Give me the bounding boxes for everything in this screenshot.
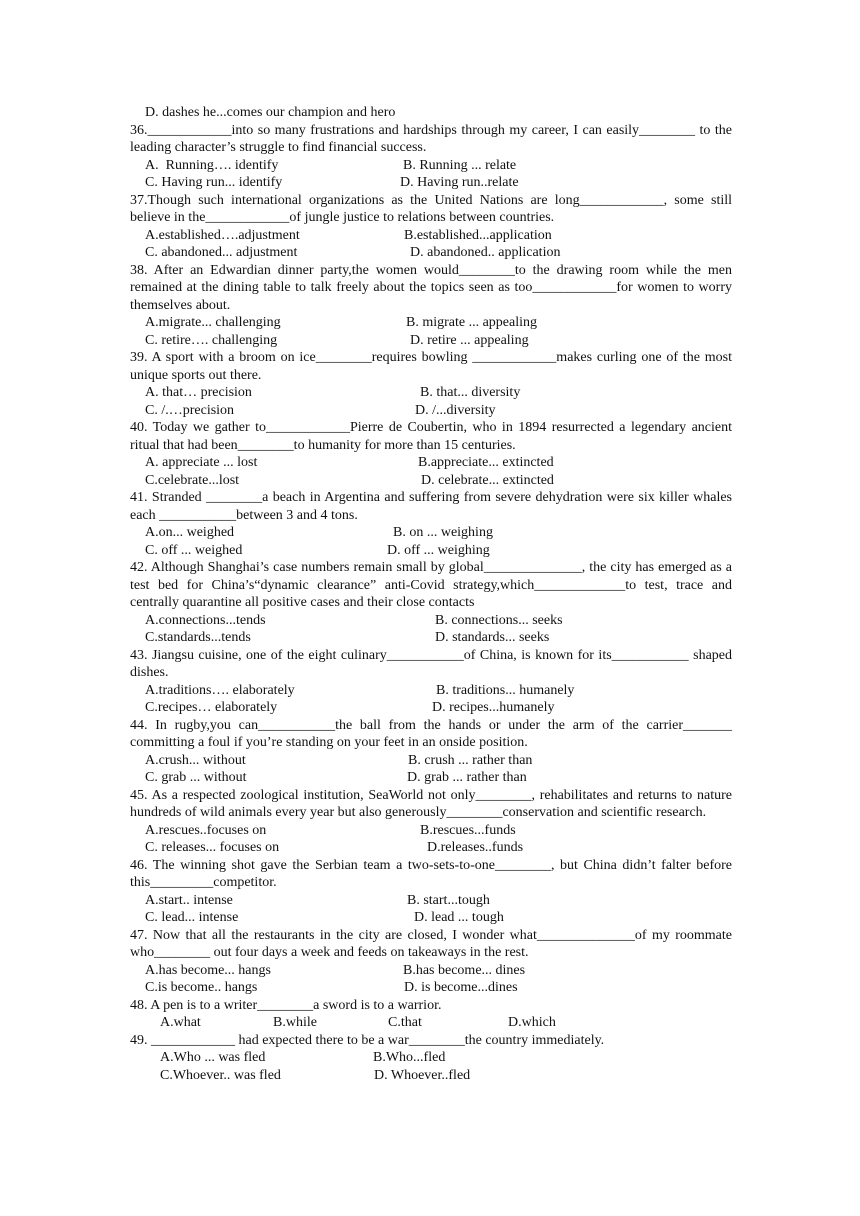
question-41 bbox=[130, 489, 732, 559]
option-a: A. appreciate ... lost bbox=[145, 455, 258, 470]
option-a: A.connections...tends bbox=[145, 612, 266, 628]
option-d: D. lead ... tough bbox=[414, 910, 504, 925]
option-d: D. Having run..relate bbox=[400, 175, 519, 190]
option-b: B. on ... weighing bbox=[393, 525, 493, 540]
option-c: C.celebrate...lost bbox=[145, 472, 240, 488]
question-49 bbox=[130, 1032, 732, 1085]
option-row bbox=[130, 384, 732, 402]
option-c: C.is become.. hangs bbox=[145, 980, 258, 995]
option-a: A.has become... hangs bbox=[145, 962, 271, 978]
question-36 bbox=[130, 122, 732, 192]
question-text: 38. After an Edwardian dinner party,the women would________to the drawing room while the men remained at the dining table to talk freely about the topics seen as too____________for women to worry themselves about. bbox=[130, 262, 732, 313]
option-row bbox=[130, 1049, 732, 1067]
option-c: C.that bbox=[388, 1015, 422, 1030]
question-text: 39. A sport with a broom on ice________requires bowling ____________makes curling one of the most unique sports out there. bbox=[130, 350, 732, 383]
option-row bbox=[130, 1014, 732, 1032]
option-row bbox=[130, 612, 732, 630]
option: D. dashes he...comes our champion and hero bbox=[145, 105, 396, 120]
option-d: D. abandoned.. application bbox=[410, 245, 561, 260]
option-row bbox=[130, 314, 732, 332]
option-b: B. traditions... humanely bbox=[436, 682, 575, 698]
option-d: D. off ... weighing bbox=[387, 542, 490, 558]
option-c: C. Having run... identify bbox=[145, 175, 283, 190]
question-text: 46. The winning shot gave the Serbian team a two-sets-to-one________, but China didn’t falter before this_________competitor. bbox=[130, 857, 732, 890]
option-b: B.while bbox=[273, 1015, 317, 1030]
option-a: A.on... weighed bbox=[145, 525, 235, 540]
question-text: 49. ____________ had expected there to be a war________the country immediately. bbox=[130, 1032, 605, 1048]
option-d: D. /...diversity bbox=[415, 402, 496, 418]
option-a: A.migrate... challenging bbox=[145, 315, 281, 330]
question-text: 45. As a respected zoological institution, SeaWorld not only________, rehabilitates and returns to nature hundreds of wild animals every year but also generously________conservation and scientific research. bbox=[130, 787, 732, 820]
option-row bbox=[130, 174, 732, 192]
option-a: A.start.. intense bbox=[145, 892, 233, 908]
question-39 bbox=[130, 349, 732, 419]
question-text: 37.Though such international organizations as the United Nations are long____________, some still believe in the____________of jungle justice to relations between countries. bbox=[130, 192, 732, 225]
option-d: D. Whoever..fled bbox=[374, 1067, 471, 1083]
option-d: D. celebrate... extincted bbox=[421, 472, 554, 488]
option-a: A.what bbox=[160, 1015, 201, 1030]
question-43 bbox=[130, 647, 732, 717]
question-42 bbox=[130, 559, 732, 647]
question-text: 48. A pen is to a writer________a sword is to a warrior. bbox=[130, 997, 442, 1013]
option-c: C. grab ... without bbox=[145, 770, 247, 785]
option-b: B.rescues...funds bbox=[420, 822, 516, 838]
option-d: D. is become...dines bbox=[404, 980, 518, 995]
option-row bbox=[130, 822, 732, 840]
option-row bbox=[130, 542, 732, 560]
option-row bbox=[130, 244, 732, 262]
option-row bbox=[130, 524, 732, 542]
question-text: 42. Although Shanghai’s case numbers remain small by global______________, the city has emerged as a test bed for China’s“dynamic clearance” anti-Covid strategy,which_____________to test, trace and centrally quarantine all positive cases and their close contacts bbox=[130, 560, 732, 610]
option-c: C. /.…precision bbox=[145, 402, 235, 418]
option-row bbox=[130, 699, 732, 717]
option-row bbox=[130, 839, 732, 857]
option-d: D. standards... seeks bbox=[435, 630, 550, 645]
lead-option-row bbox=[130, 104, 732, 122]
option-row bbox=[130, 629, 732, 647]
option-a: A. that… precision bbox=[145, 385, 252, 400]
question-37 bbox=[130, 192, 732, 262]
option-d: D. retire ... appealing bbox=[410, 332, 529, 348]
option-b: B. Running ... relate bbox=[403, 157, 517, 173]
option-d: D.releases..funds bbox=[427, 840, 524, 855]
question-38 bbox=[130, 262, 732, 350]
option-a: A.traditions…. elaborately bbox=[145, 682, 295, 698]
option-c: C. lead... intense bbox=[145, 910, 239, 925]
option-d: D. grab ... rather than bbox=[407, 770, 527, 785]
option-row bbox=[130, 472, 732, 490]
option-row bbox=[130, 1067, 732, 1085]
option-row bbox=[130, 332, 732, 350]
option-c: C. retire…. challenging bbox=[145, 332, 278, 348]
option-row bbox=[130, 752, 732, 770]
option-row bbox=[130, 892, 732, 910]
question-list bbox=[130, 104, 732, 1084]
option-b: B. connections... seeks bbox=[435, 612, 563, 628]
option-a: A.rescues..focuses on bbox=[145, 822, 267, 838]
option-b: B. start...tough bbox=[407, 892, 490, 908]
question-44 bbox=[130, 717, 732, 787]
option-row bbox=[130, 402, 732, 420]
option-c: C. releases... focuses on bbox=[145, 840, 280, 855]
option-c: C. off ... weighed bbox=[145, 542, 243, 558]
option-d: D. recipes...humanely bbox=[432, 700, 555, 715]
option-a: A.crush... without bbox=[145, 752, 246, 768]
question-text: 36.____________into so many frustrations and hardships through my career, I can easily________ to the leading character’s struggle to find financial success. bbox=[130, 122, 732, 155]
question-text: 43. Jiangsu cuisine, one of the eight culinary___________of China, is known for its___________ shaped dishes. bbox=[130, 647, 732, 680]
option-row bbox=[130, 769, 732, 787]
option-b: B.Who...fled bbox=[373, 1050, 446, 1065]
option-a: A.established….adjustment bbox=[145, 227, 300, 243]
option-row bbox=[130, 454, 732, 472]
option-row bbox=[130, 909, 732, 927]
option-row bbox=[130, 157, 732, 175]
option-b: B. crush ... rather than bbox=[408, 752, 533, 768]
question-46 bbox=[130, 857, 732, 927]
option-b: B.has become... dines bbox=[403, 962, 526, 978]
option-row bbox=[130, 682, 732, 700]
question-text: 41. Stranded ________a beach in Argentina and suffering from severe dehydration were six killer whales each ___________between 3 and 4 tons. bbox=[130, 490, 732, 523]
option-a: A. Running…. identify bbox=[145, 157, 279, 173]
option-b: B. migrate ... appealing bbox=[406, 315, 538, 330]
option-c: C.standards...tends bbox=[145, 630, 251, 645]
option-row bbox=[130, 962, 732, 980]
question-text: 47. Now that all the restaurants in the city are closed, I wonder what______________of my roommate who________ out four days a week and feeds on takeaways in the rest. bbox=[130, 927, 732, 960]
question-48 bbox=[130, 997, 732, 1032]
question-text: 44. In rugby,you can___________the ball from the hands or under the arm of the carrier_______ committing a foul if you’re standing on your feet in an onside position. bbox=[130, 717, 732, 750]
question-45 bbox=[130, 787, 732, 857]
option-c: C.recipes… elaborately bbox=[145, 700, 278, 715]
option-d: D.which bbox=[508, 1015, 556, 1030]
question-47 bbox=[130, 927, 732, 997]
question-40 bbox=[130, 419, 732, 489]
option-row bbox=[130, 227, 732, 245]
option-row bbox=[130, 979, 732, 997]
option-c: C. abandoned... adjustment bbox=[145, 245, 298, 260]
option-b: B. that... diversity bbox=[420, 385, 521, 400]
option-c: C.Whoever.. was fled bbox=[160, 1067, 281, 1083]
option-b: B.established...application bbox=[404, 227, 552, 243]
option-b: B.appreciate... extincted bbox=[418, 455, 554, 470]
question-text: 40. Today we gather to____________Pierre de Coubertin, who in 1894 resurrected a legendary ancient ritual that had been________to humanity for more than 15 centuries. bbox=[130, 420, 732, 453]
option-a: A.Who ... was fled bbox=[160, 1050, 266, 1065]
